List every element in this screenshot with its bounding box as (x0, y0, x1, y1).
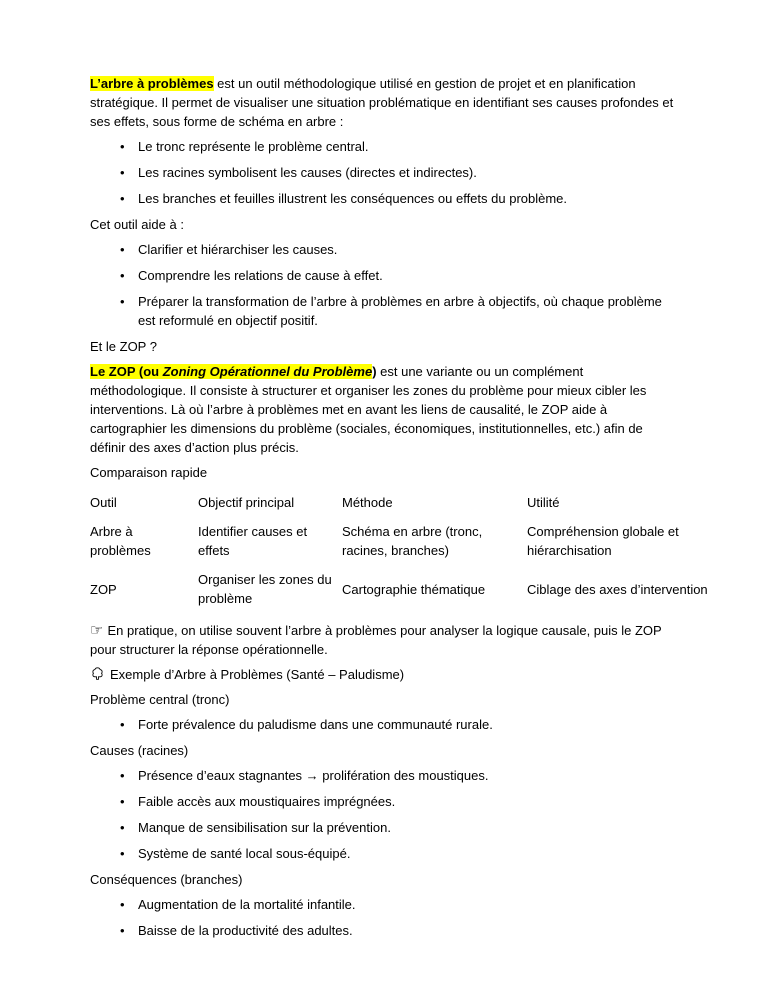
pointing-finger-icon: ☞ (90, 622, 104, 639)
outil-aide-bullet-list (90, 240, 678, 330)
table-cell: Compréhension globale et hiérarchisation (527, 524, 679, 558)
table-header-cell: Utilité (527, 495, 560, 510)
section-heading: Causes (racines) (90, 743, 189, 758)
table-cell: Cartographie thématique (342, 581, 486, 597)
list-item: • Présence d’eaux stagnantes → prolifération des moustiques. (90, 766, 678, 785)
list-item: • Système de santé local sous-équipé. (90, 844, 678, 863)
zop-question: Et le ZOP ? (90, 339, 157, 354)
example-title-line (90, 665, 678, 684)
table-header-cell: Outil (90, 495, 117, 510)
example-title: Exemple d’Arbre à Problèmes (Santé – Paludisme) (110, 667, 405, 682)
list-item: • Forte prévalence du paludisme dans une communauté rurale. (90, 715, 678, 734)
table-cell: Identifier causes et effets (198, 524, 308, 558)
list-item: • Manque de sensibilisation sur la prévention. (90, 818, 678, 837)
section-heading: Conséquences (branches) (90, 872, 243, 887)
practice-note (90, 621, 678, 659)
table-header-cell: Objectif principal (198, 495, 295, 510)
outil-aide-heading: Cet outil aide à : (90, 217, 184, 232)
zop-paren: ) (372, 364, 377, 379)
highlighted-term-zop (90, 364, 372, 379)
table-cell: ZOP (90, 581, 117, 597)
list-item: • Faible accès aux moustiquaires imprégnées. (90, 792, 678, 811)
list-item: • Les branches et feuilles illustrent les conséquences ou effets du problème. (90, 189, 678, 208)
table-cell: Schéma en arbre (tronc, racines, branches) (342, 524, 483, 558)
zop-text: est une variante ou un complément méthodologique. Il consiste à structurer et organiser les zones du problème pour mieux cibler les interventions. Là où l’arbre à problèmes met en avant les liens de causalité, le ZOP aide à cartographier les dimensions du problème (sociales, économiques, institutionnelles, etc.) afin de définir des axes d’action plus précis. (90, 364, 647, 455)
table-row (90, 517, 718, 565)
comparison-table (90, 488, 718, 613)
list-item: • Le tronc représente le problème central. (90, 137, 678, 156)
intro-text: est un outil méthodologique utilisé en gestion de projet et en planification stratégique. Il permet de visualiser une situation problématique en identifiant ses causes profondes et ses effets, sous forme de schéma en arbre : (90, 76, 674, 129)
list-item: • Comprendre les relations de cause à effet. (90, 266, 678, 285)
list-item: • Préparer la transformation de l’arbre à problèmes en arbre à objectifs, où chaque problème est reformulé en objectif positif. (90, 292, 678, 330)
highlighted-term-arbre: L’arbre à problèmes (90, 76, 214, 91)
causes-list (90, 766, 678, 863)
table-header-row (90, 488, 718, 517)
list-item: • Clarifier et hiérarchiser les causes. (90, 240, 678, 259)
comparison-title: Comparaison rapide (90, 465, 208, 480)
zop-highlight-italic: Zoning Opérationnel du Problème (162, 364, 373, 379)
list-item: • Les racines symbolisent les causes (directes et indirectes). (90, 163, 678, 182)
table-cell: Organiser les zones du problème (198, 572, 332, 606)
probleme-central-list (90, 715, 678, 734)
consequences-list (90, 895, 678, 940)
list-item: • Augmentation de la mortalité infantile. (90, 895, 678, 914)
zop-highlight-prefix: Le ZOP (ou (90, 364, 163, 379)
table-cell: Arbre à problèmes (90, 524, 151, 558)
section-heading: Problème central (tronc) (90, 692, 230, 707)
table-cell: Ciblage des axes d’intervention (527, 581, 708, 597)
zop-paragraph (90, 362, 678, 457)
table-row (90, 565, 718, 613)
table-header-cell: Méthode (342, 495, 393, 510)
tree-icon (90, 666, 105, 681)
intro-paragraph (90, 74, 678, 131)
intro-bullet-list (90, 137, 678, 208)
list-item: • Baisse de la productivité des adultes. (90, 921, 678, 940)
practice-note-text: En pratique, on utilise souvent l’arbre à problèmes pour analyser la logique causale, puis le ZOP pour structurer la réponse opérationnelle. (90, 623, 662, 657)
